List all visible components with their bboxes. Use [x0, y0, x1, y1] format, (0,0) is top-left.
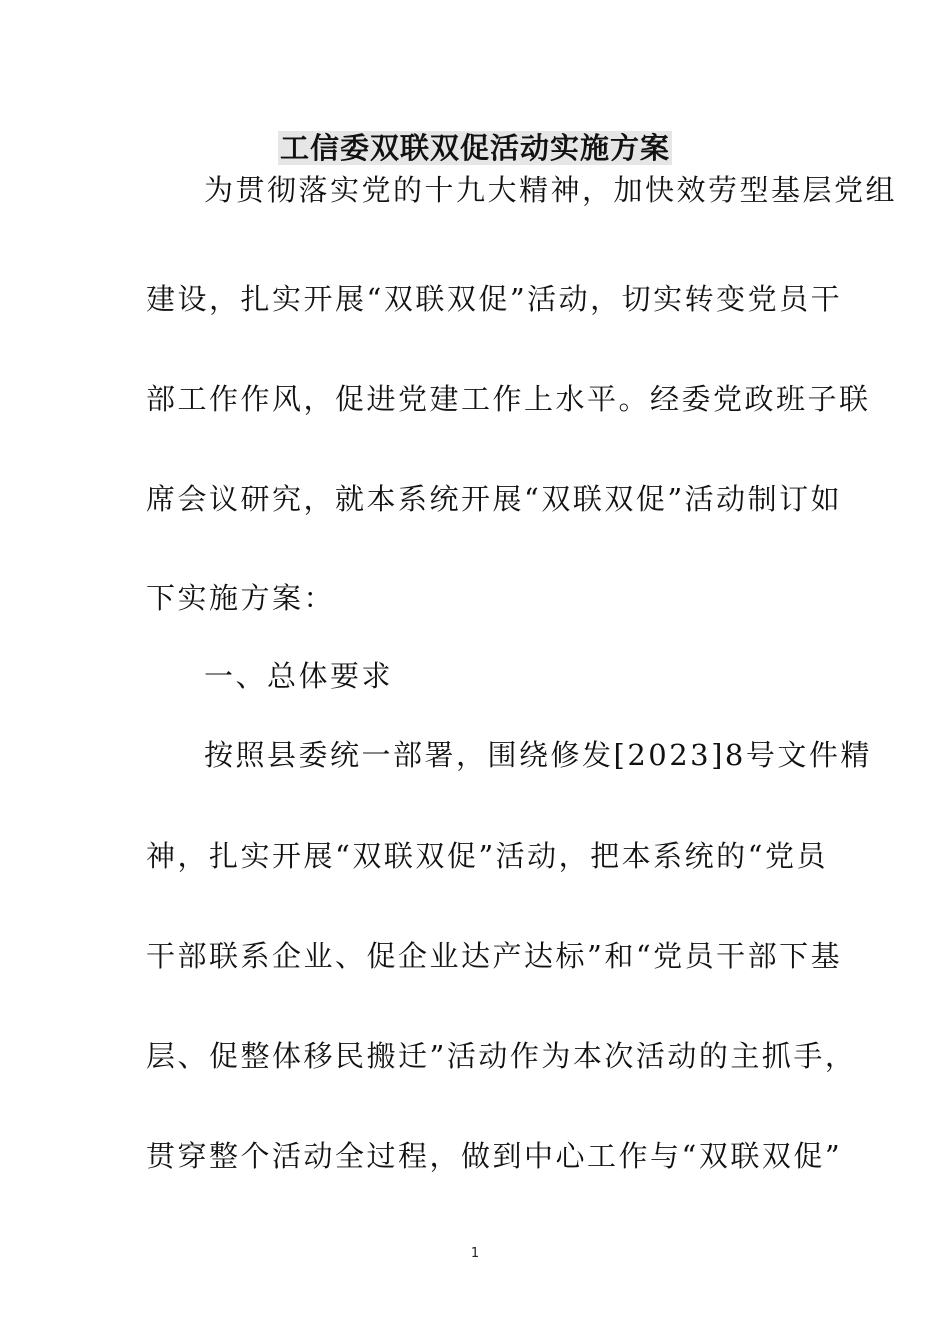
paragraph-line: 为贯彻落实党的十九大精神，加快效劳型基层党组 [204, 173, 898, 207]
paragraph-line: 神，扎实开展“双联双促”活动，把本系统的“党员 [146, 839, 828, 873]
document-title-text: 工信委双联双促活动实施方案 [279, 131, 670, 165]
paragraph-line: 席会议研究，就本系统开展“双联双促”活动制订如 [146, 482, 843, 516]
paragraph-line: 干部联系企业、促企业达产达标”和“党员干部下基 [146, 939, 843, 973]
paragraph-line: 按照县委统一部署，围绕修发[2023]8号文件精 [204, 738, 872, 772]
section-heading: 一、总体要求 [204, 659, 394, 693]
page-number: 1 [470, 1246, 480, 1261]
document-title [0, 128, 950, 168]
paragraph-line: 贯穿整个活动全过程，做到中心工作与“双联双促” [146, 1139, 843, 1173]
paragraph-line: 层、促整体移民搬迁”活动作为本次活动的主抓手， [146, 1039, 857, 1073]
paragraph-line: 下实施方案： [146, 581, 336, 615]
paragraph-line: 部工作作风，促进党建工作上水平。经委党政班子联 [146, 382, 871, 416]
paragraph-line: 建设，扎实开展“双联双促”活动，切实转变党员干 [146, 282, 843, 316]
